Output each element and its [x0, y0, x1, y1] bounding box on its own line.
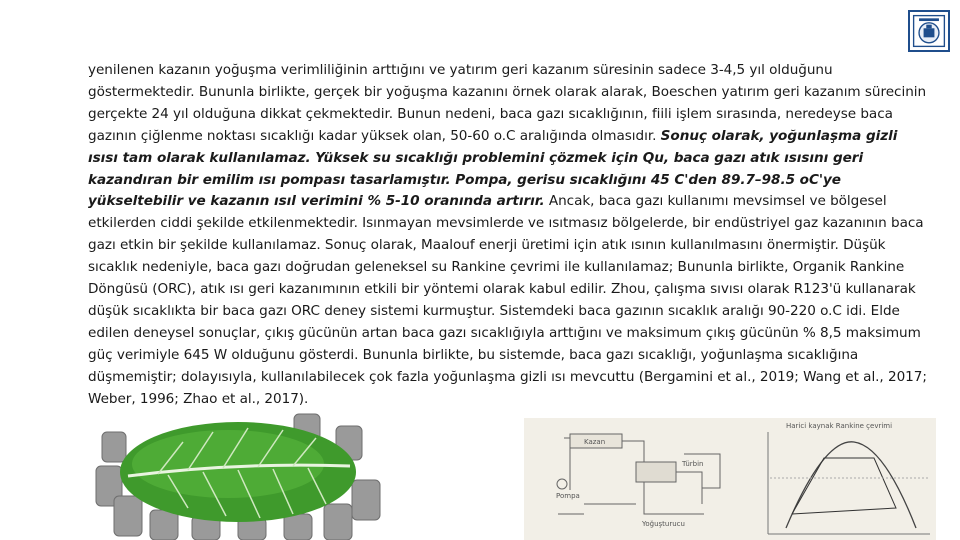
boiler-label: Kazan — [584, 438, 606, 446]
paragraph-segment-1: yenilenen kazanın yoğuşma verimliliğinin arttığını ve yatırım geri kazanım süresinin sadece 3-4,5 yıl olduğunu göstermektedir. Bununla birlikte, gerçek bir yoğuşma kazanını örnek olarak alarak, Boeschen yatırım geri kazanım sürecinin gerçekte 24 yıl olduğuna dikkat çekmektedir. Bunun nedeni, baca gazı sıcaklığının, fiili işlem sırasında, neredeyse baca gazının çiğlenme noktası sıcaklığı kadar yüksek olan, 50-60 o.C aralığında olmasıdır. — [88, 62, 927, 144]
body-paragraph — [88, 60, 928, 411]
orc-cycle-diagram-image — [524, 418, 936, 540]
leaf-table-photo — [88, 412, 388, 540]
paragraph-text — [88, 60, 928, 411]
svg-text:Türbin: Türbin — [682, 460, 704, 468]
emphasized-segment: Sonuç olarak, yoğunlaşma gizli ısısı tam olarak kullanılamaz. Yüksek su sıcaklığı problemini çözmek için Qu, baca gazı atık ısısını geri kazandıran bir emilim ısı pompası tasarlamıştır. Pompa, gerisu sıcaklığını 45 C'den 89.7–98.5 oC'ye yükseltebilir ve kazanın ısıl verimini % 5-10 oranında artırır. — [88, 127, 898, 210]
university-seal-icon — [910, 12, 948, 50]
leaf-conference-table-image — [88, 412, 388, 540]
chart-title: Harici kaynak Rankine çevrimi — [786, 422, 893, 430]
orc-diagram-figure — [524, 418, 936, 540]
paragraph-segment-2: Ancak, baca gazı kullanımı mevsimsel ve bölgesel etkilerden ciddi şekilde etkilenmektedir. Isınmayan mevsimlerde ve ısıtmasız bölgelerde, bir endüstriyel gaz kazanının baca gazı etkin bir şekilde kullanılamaz. Sonuç olarak, Maalouf enerji üretimi için atık ısının kullanılmasını önermiştir. Düşük sıcaklık nedeniyle, baca gazı doğrudan geleneksel su Rankine çevrimi ile kullanılamaz; Bununla birlikte, Organik Rankine Döngüsü (ORC), atık ısı geri kazanımının etkili bir yöntemi olarak kabul edilir. Zhou, çalışma sıvısı olarak R123'ü kullanarak düşük sıcaklıkta bir baca gazı ORC deney sistemi kurmuştur. Sistemdeki baca gazının sıcaklık aralığı 90-220 o.C idi. Elde edilen deneysel sonuçlar, çıkış gücünün artan baca gazı sıcaklığıyla arttığını ve maksimum çıkış gücünün % 8,5 maksimum güç verimiyle 645 W olduğunu gösterdi. Bununla birlikte, bu sistemde, baca gazı sıcaklığı, yoğunlaşma sıcaklığına düşmemiştir; dolayısıyla, kullanılabilecek çok fazla yoğunlaşma gizli ısı mevcuttu (Bergamini et al., 2019; Wang et al., 2017; Weber, 1996; Zhao et al., 2017). — [88, 193, 927, 407]
svg-text:Pompa: Pompa — [556, 492, 580, 500]
svg-text:Yoğuşturucu: Yoğuşturucu — [642, 520, 685, 528]
university-logo — [908, 10, 950, 52]
